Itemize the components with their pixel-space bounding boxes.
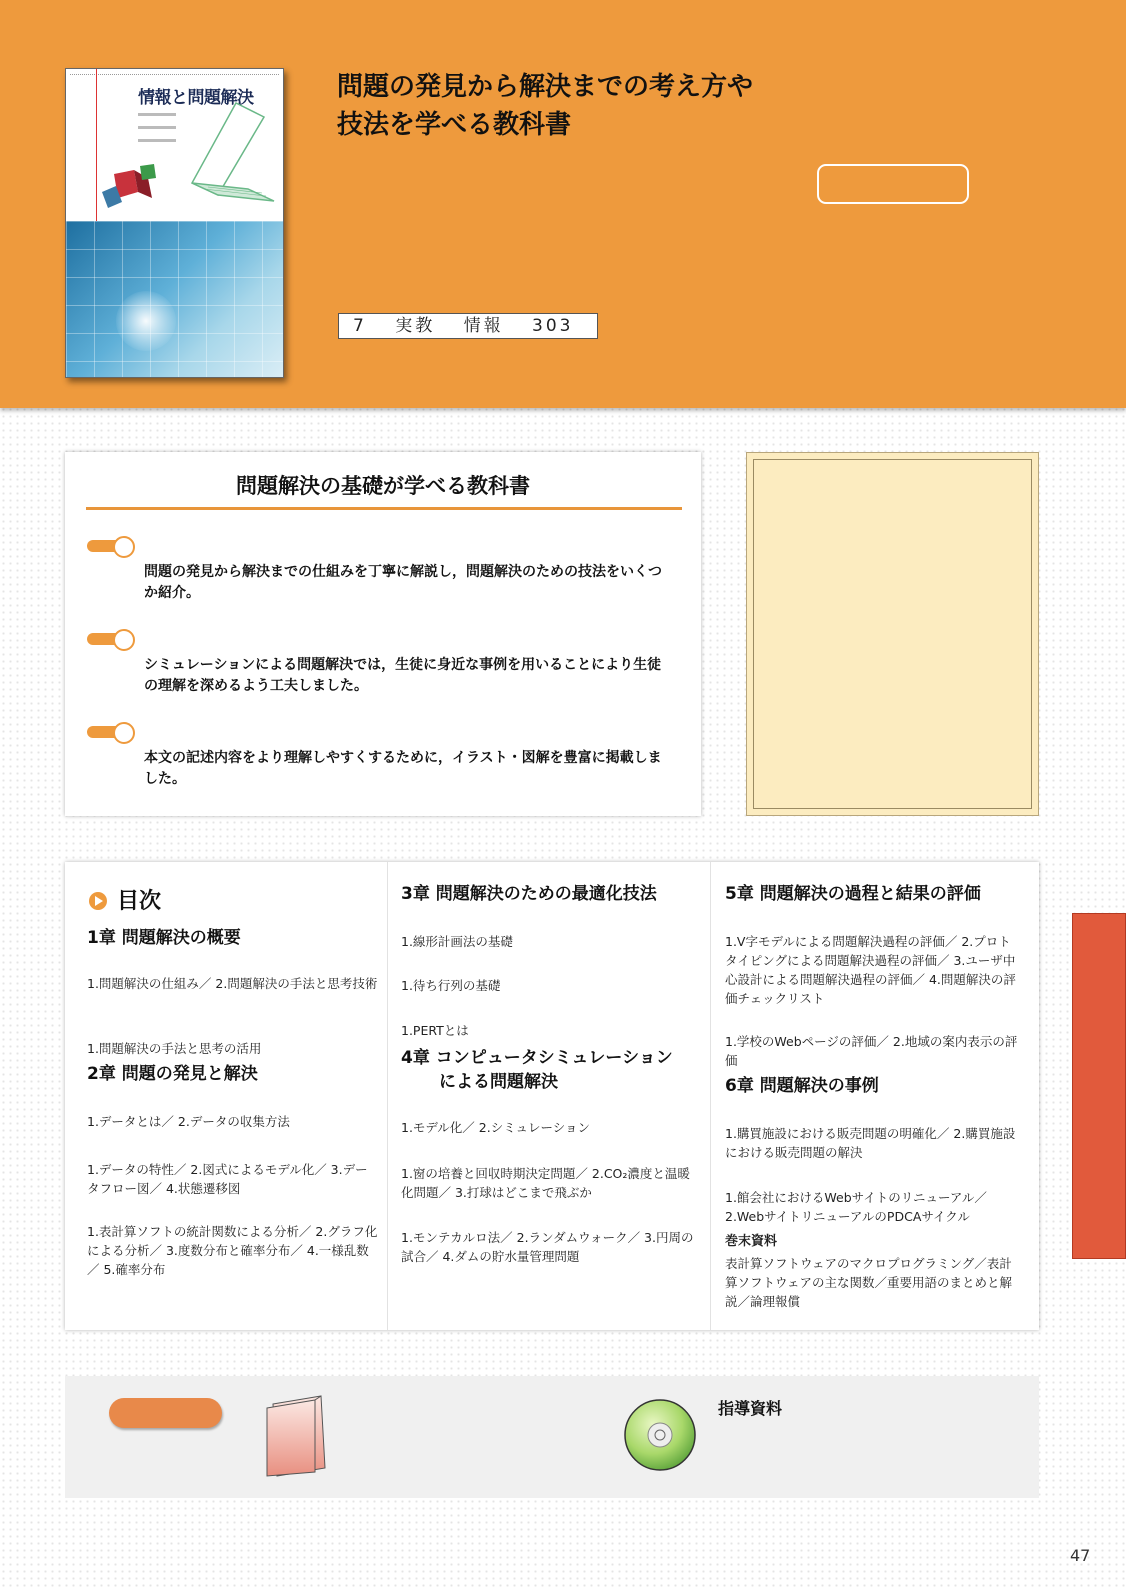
side-index-tab [1072,913,1126,1259]
headline-line-2: 技法を学べる教科書 [337,110,572,140]
page-number: 47 [1070,1546,1091,1565]
appendix-text: 表計算ソフトウェアのマクロプログラミング／表計算ソフトウェアの主な関数／重要用語のまとめと解説／論理報償 [725,1256,1013,1309]
bullet-toggle-icon [87,722,135,742]
play-icon [89,892,107,910]
toc-heading-text: 目次 [117,889,162,914]
chapter-3-item: 1.待ち行列の基礎 [401,978,501,993]
cover-glow [116,291,176,351]
chapter-2-item: 1.表計算ソフトの統計関数による分析／ 2.グラフ化による分析／ 3.度数分布と確率分布／ 4.一様乱数／ 5.確率分布 [87,1224,378,1277]
chapter-3-item: 1.線形計画法の基礎 [401,934,513,949]
bullet-toggle-icon [87,629,135,649]
headline [337,68,753,144]
chapter-2-title: 2章 問題の発見と解決 [87,1064,258,1084]
cover-title: 情報と問題解決 [138,88,254,108]
chapter-4-item: 1.モデル化／ 2.シミュレーション [401,1120,590,1135]
chapter-2-item: 1.データの特性／ 2.図式によるモデル化／ 3.データフロー図／ 4.状態遷移図 [87,1162,368,1196]
cover-publisher-line [70,74,279,77]
chapter-6-item: 1.館会社におけるWebサイトのリニューアル／ 2.WebサイトリニューアルのPDCAサイクル [725,1190,987,1224]
cube-illustration-icon [96,164,166,219]
chapter-2-item: 1.データとは／ 2.データの収集方法 [87,1114,290,1129]
chapter-6-title: 6章 問題解決の事例 [725,1076,879,1096]
toc-column-1 [65,862,388,1330]
outline-badge [817,164,969,204]
feature-item-2: シミュレーションによる問題解決では，生徒に身近な事例を用いることにより生徒の理解を深めるよう工夫しました。 [144,657,662,694]
table-of-contents [65,862,1039,1330]
headline-line-1: 問題の発見から解決までの考え方や [337,72,754,102]
chapter-6-item: 1.購買施設における販売問題の明確化／ 2.購買施設における販売問題の解決 [725,1126,1016,1160]
toc-heading [89,884,161,915]
side-panel-frame [753,459,1032,809]
feature-item-1: 問題の発見から解決までの仕組みを丁寧に解説し，問題解決のための技法をいくつか紹介。 [144,564,662,601]
cd-disc-icon [623,1398,697,1472]
chapter-4-item: 1.モンテカルロ法／ 2.ランダムウォーク／ 3.円周の試合／ 4.ダムの貯水量管理問題 [401,1230,694,1264]
chapter-4-item: 1.窗の培養と回収時期決定問題／ 2.CO₂濃度と温暖化問題／ 3.打球はどこまで飛ぶか [401,1166,690,1200]
guide-materials-label: 指導資料 [718,1399,783,1418]
materials-band [65,1376,1039,1498]
features-divider [86,507,682,510]
header-band [0,0,1126,408]
textbook-code: 7 実教 情報 303 [338,313,598,339]
book-cover-image [65,68,284,378]
laptop-illustration-icon [178,99,278,211]
chapter-4-title-line-2: による問題解決 [439,1072,558,1092]
chapter-1-item: 1.問題解決の仕組み／ 2.問題解決の手法と思考技術 [87,976,378,991]
feature-item-3: 本文の記述内容をより理解しやすくするために，イラスト・図解を豊富に掲載しました。 [144,750,662,787]
chapter-1-item: 1.問題解決の手法と思考の活用 [87,1041,262,1056]
toc-column-2 [388,862,711,1330]
book-stack-icon [265,1394,329,1478]
features-title: 問題解決の基礎が学べる教科書 [236,474,530,498]
chapter-3-title: 3章 問題解決のための最適化技法 [401,884,657,904]
features-card [65,452,701,816]
chapter-4-title [401,1046,673,1094]
materials-label-pill [109,1398,222,1428]
chapter-1-title: 1章 問題解決の概要 [87,928,241,948]
cover-authors [138,113,176,152]
bullet-toggle-icon [87,536,135,556]
cover-top [66,69,283,221]
chapter-5-item: 1.V字モデルによる問題解決過程の評価／ 2.プロトタイピングによる問題解決過程の評価／ 3.ユーザ中心設計による問題解決過程の評価／ 4.問題解決の評価チェックリスト [725,934,1016,1006]
chapter-5-item: 1.学校のWebページの評価／ 2.地域の案内表示の評価 [725,1034,1018,1068]
appendix-title: 巻末資料 [725,1234,778,1249]
cover-tech-background [66,221,283,378]
chapter-5-title: 5章 問題解決の過程と結果の評価 [725,884,981,904]
toc-column-3 [711,862,1039,1330]
chapter-3-item: 1.PERTとは [401,1023,469,1038]
cover-grid [66,221,283,378]
side-panel [746,452,1039,816]
chapter-4-title-line-1: 4章 コンピュータシミュレーション [401,1048,673,1068]
